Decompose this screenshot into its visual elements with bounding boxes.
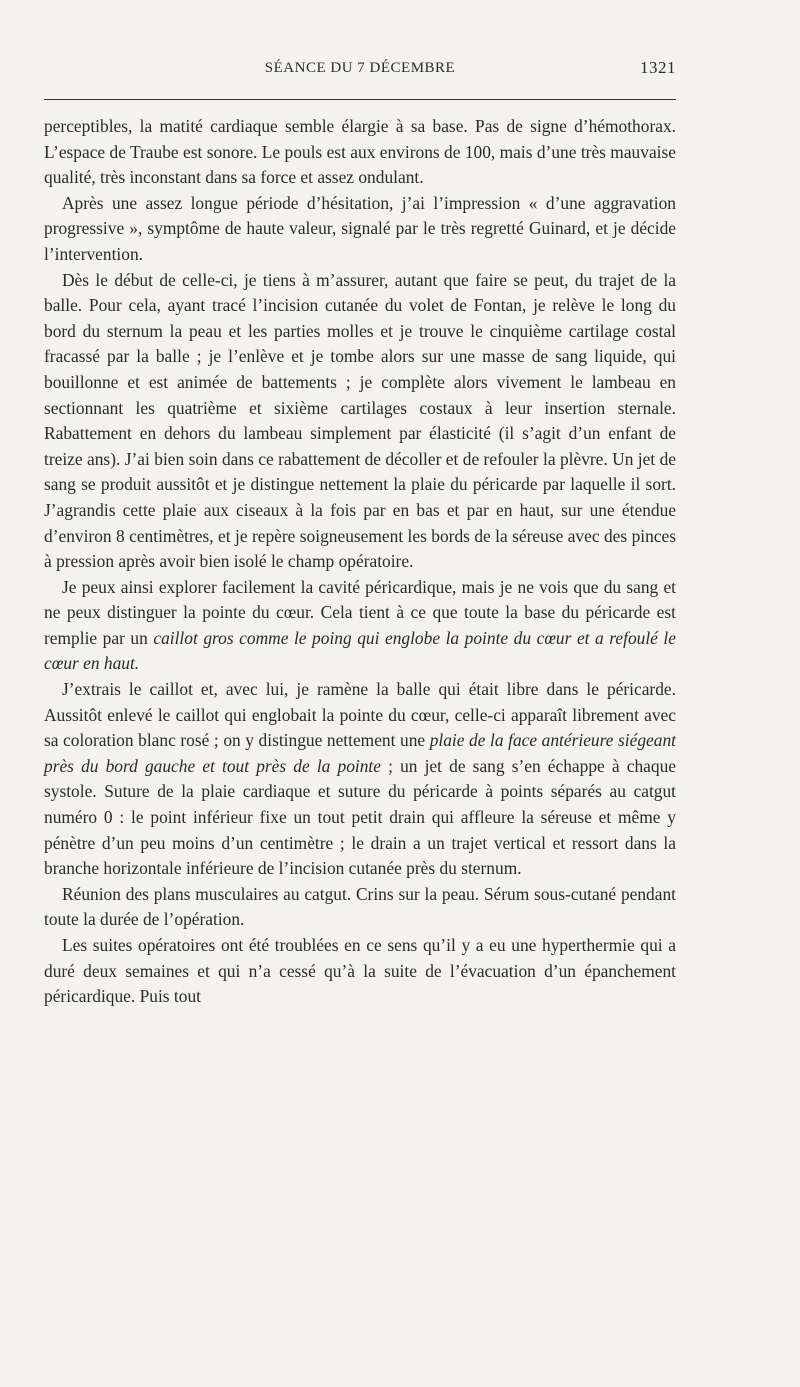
text-segment: perceptibles, la matité cardiaque semble élargie à sa base. Pas de signe d’hémothorax. L’espace de Traube est sonore. Le pouls est aux environs de 100, mais d’une très mauvaise qualité, très inconstant dans sa force et assez ondulant. — [44, 116, 676, 188]
header-rule — [44, 99, 676, 100]
text-segment: Dès le début de celle-ci, je tiens à m’assurer, autant que faire se peut, du trajet de la balle. Pour cela, ayant tracé l’incision cutanée du volet de Fontan, je relève le long du bord du sternum la peau et les parties molles et je trouve le cinquième cartilage costal fracassé par la balle ; je l’enlève et je tombe alors sur une masse de sang liquide, qui bouillonne et est animée de battements ; je complète alors vivement le lambeau en sectionnant les quatrième et sixième cartilages costaux à leur insertion sternale. Rabattement en dehors du lambeau simplement par élasticité (il s’agit d’un enfant de treize ans). J’ai bien soin dans ce rabattement de décoller et de refouler la plèvre. Un jet de sang se produit aussitôt et je distingue nettement la plaie du péricarde par laquelle il sort. J’agrandis cette plaie aux ciseaux à la fois par en bas et par en haut, sur une étendue d’environ 8 centimètres, et je repère soigneusement les bords de la séreuse avec des pinces à pression après avoir bien isolé le champ opératoire. — [44, 269, 676, 572]
page-header — [44, 56, 676, 86]
paragraph — [44, 114, 676, 191]
running-head: SÉANCE DU 7 DÉCEMBRE — [264, 60, 456, 76]
text-segment: J’extrais le caillot et, avec lui, je ramène la balle qui était libre dans le péricarde. Aussitôt enlevé le caillot qui englobait la pointe du cœur, celle-ci apparaît librement avec sa coloration blanc rosé ; on y distingue nettement une — [44, 679, 676, 751]
text-segment: ; un jet de sang s’en échappe à chaque systole. Suture de la plaie cardiaque et suture du péricarde à points séparés au catgut numéro 0 : le point inférieur fixe un tout petit drain qui affleure la séreuse et même y pénètre d’un peu moins d’un centimètre ; le drain a un trajet vertical et ressort dans la branche horizontale inférieure de l’incision cutanée près du sternum. — [44, 755, 676, 879]
body-text — [44, 114, 676, 1010]
text-segment: Je peux ainsi explorer facilement la cavité péricardique, mais je ne vois que du sang et ne peux distinguer la pointe du cœur. Cela tient à ce que toute la base du péricarde est remplie par un — [44, 576, 676, 648]
paragraph — [44, 677, 676, 882]
paragraph — [44, 268, 676, 575]
text-segment: Les suites opératoires ont été troublées en ce sens qu’il y a eu une hyperthermie qui a duré deux semaines et qui n’a cessé qu’à la suite de l’évacuation d’un épanchement péricardique. Puis tout — [44, 935, 676, 1007]
paragraph — [44, 191, 676, 268]
paragraph — [44, 575, 676, 677]
paragraph — [44, 933, 676, 1010]
text-segment: Réunion des plans musculaires au catgut. Crins sur la peau. Sérum sous-cutané pendant toute la durée de l’opération. — [44, 883, 676, 930]
italic-text: plaie de la face antérieure siégeant près du bord gauche et tout près de la pointe — [44, 730, 676, 776]
page-number: 1321 — [640, 58, 676, 77]
italic-text: caillot gros comme le poing qui englobe la pointe du cœur et a refoulé le cœur en haut. — [44, 627, 676, 674]
paragraph — [44, 882, 676, 933]
text-segment: Après une assez longue période d’hésitation, j’ai l’impression « d’une aggravation progressive », symptôme de haute valeur, signalé par le très regretté Guinard, et je décide l’intervention. — [44, 192, 676, 264]
